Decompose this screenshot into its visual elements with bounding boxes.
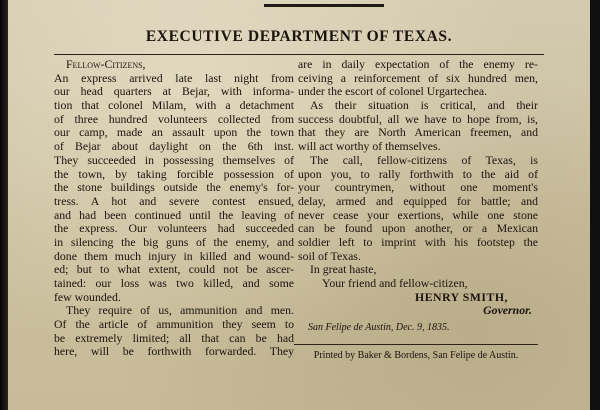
document-title: EXECUTIVE DEPARTMENT OF TEXAS. [145,28,453,45]
text-line: can be found upon another, or a Mexican [298,221,538,236]
text-line: will act worthy of themselves. [298,139,441,154]
text-line: They succeeded in possessing themselves of [54,152,294,167]
printer-imprint: Printed by Baker & Bordens, San Felipe de Austin. [313,350,519,361]
text-line: tained: our loss was two killed, and some [54,276,294,290]
text-line: success doubtful, all we have to hope from, is, [298,111,538,126]
text-line: are in daily expectation of the enemy re- [298,57,538,71]
text-line: the stone buildings outside the enemy's for- [54,180,294,195]
text-line: of three hundred volunteers collected from [54,111,294,126]
right-column-body [298,58,538,263]
text-line: As their situation is critical, and their [310,98,538,113]
text-line: our camp, made an assault upon the town [54,125,294,140]
broadside-paper [8,0,590,410]
text-line: be extremely limited; all that can be had [54,330,294,345]
text-line: in silencing the big guns of the enemy, and [54,234,294,249]
text-line: under the escort of colonel Urgartechea. [298,84,488,99]
top-rule [264,4,384,7]
page-edge-shadow [0,0,8,410]
text-line: upon you, to rally forthwith to the aid of [298,166,538,181]
text-line: and had been continued until the leaving of [54,207,294,222]
text-line: our head quarters at Bejar, with informa- [54,84,294,99]
right-column [298,58,538,335]
salutation: Fellow-Citizens, [66,57,146,71]
text-line: ed; but to what extent, could not be ascer- [54,262,294,277]
text-line: soil of Texas. [298,248,361,263]
signer-title: Governor. [483,303,532,318]
text-line: never cease your exertions, while one stone [298,207,538,222]
text-line: that they are North American freemen, and [298,125,538,140]
left-column [54,58,294,359]
closing-line-2: Your friend and fellow-citizen, [322,276,468,290]
closing-line: In great haste, [310,262,377,277]
text-line: They require of us, ammunition and men. [66,303,294,318]
text-line: tress. A hot and severe contest ensued, [54,193,294,208]
text-line: The call, fellow-citizens of Texas, is [310,152,538,167]
text-line: soldier left to imprint with his footstep the [298,234,538,249]
title-rule [54,54,544,55]
signer-name: HENRY SMITH, [415,289,508,304]
text-line: An express arrived late last night from [54,70,294,85]
left-column-body [54,72,294,359]
text-line: your countrymen, without one moment's [298,180,538,195]
dateline: San Felipe de Austin, Dec. 9, 1835. [308,322,450,334]
text-line: the town, by taking forcible possession of [54,166,294,181]
printer-rule [294,344,538,345]
text-line: the express. Our volunteers had succeeded [54,221,294,236]
text-line: delay, armed and equipped for battle; and [298,193,538,208]
text-line: ceiving a reinforcement of six hundred men, [298,70,538,85]
text-line: tion that colonel Milam, with a detachment [54,98,294,113]
text-line: few wounded. [54,289,121,304]
text-line: of Bejar about daylight on the 6th inst. [54,139,294,154]
text-line: here, will be forthwith forwarded. They [54,344,294,359]
text-line: done them much injury in killed and wound- [54,248,294,263]
text-line: Of the article of ammunition they seem to [54,317,294,332]
